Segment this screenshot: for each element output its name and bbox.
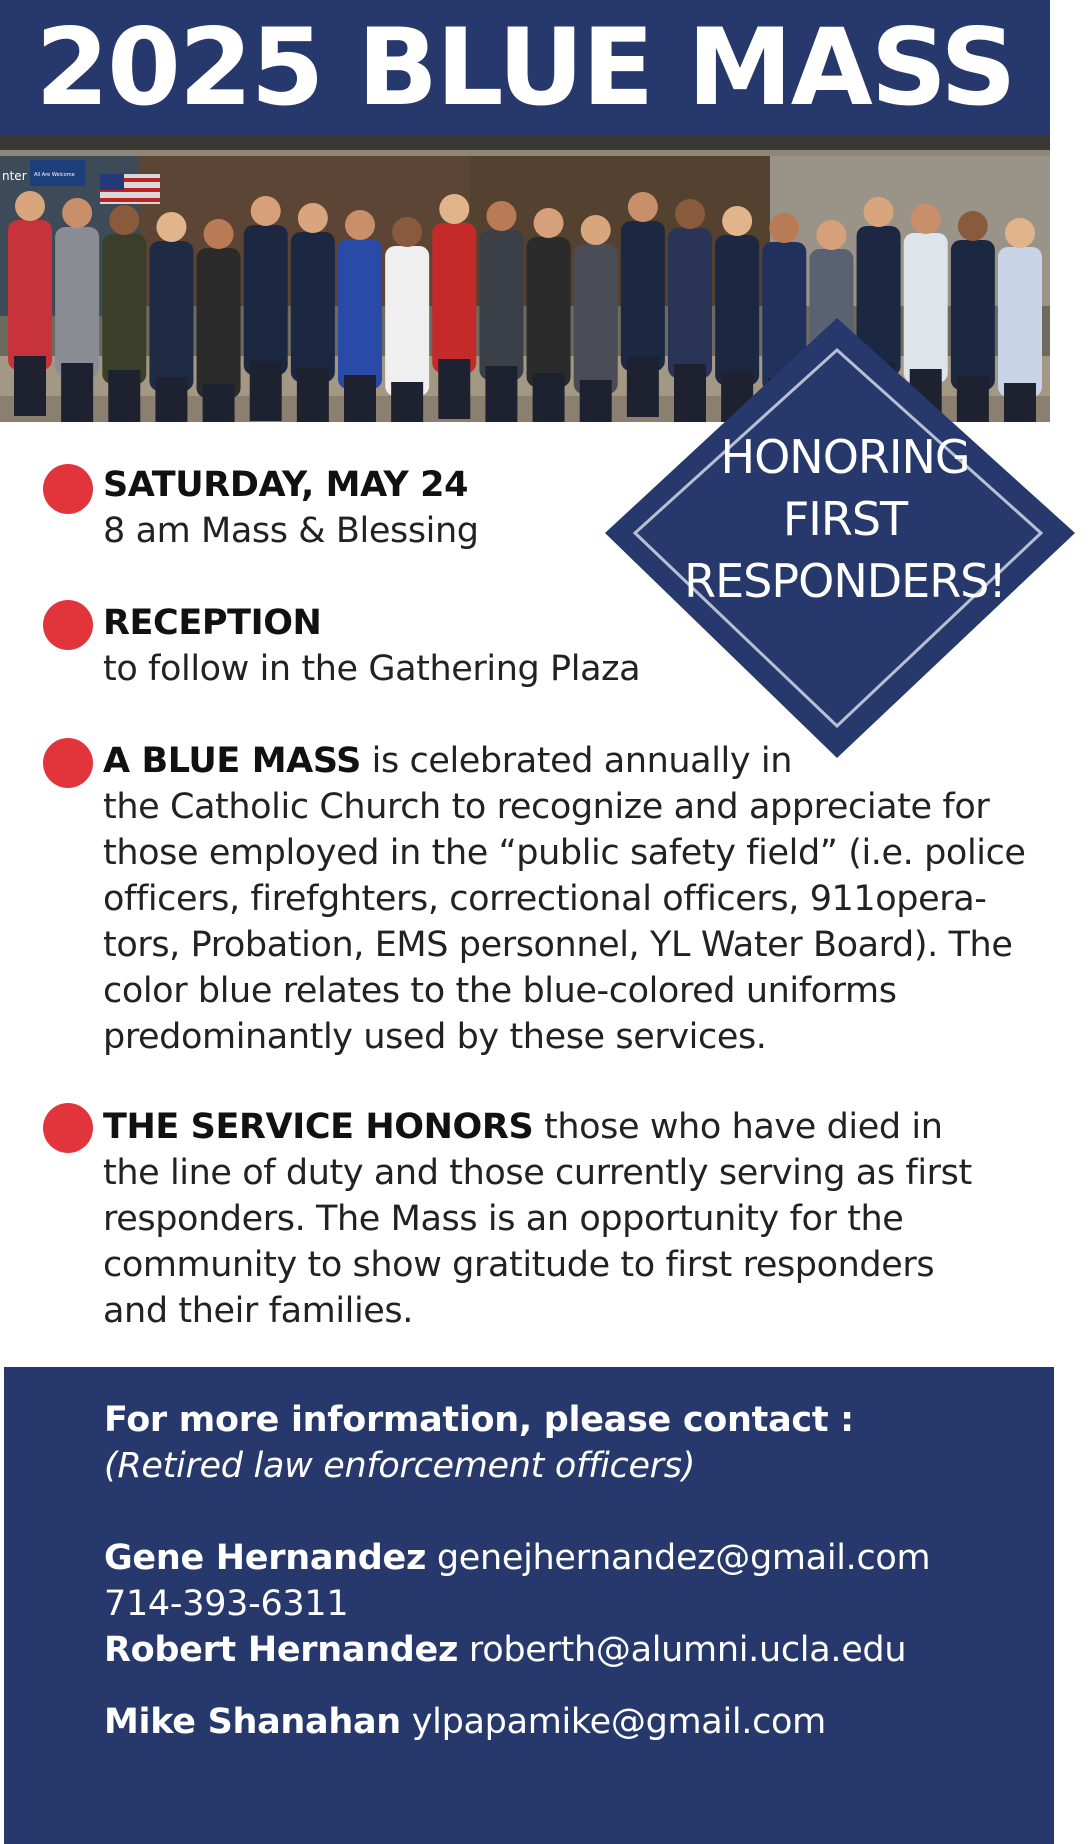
person-head bbox=[156, 212, 186, 242]
reception-block bbox=[103, 600, 640, 692]
honors-block bbox=[103, 1104, 972, 1334]
person-head bbox=[769, 213, 799, 243]
person-legs bbox=[438, 359, 470, 419]
about-line: those employed in the “public safety field” (i.e. police bbox=[103, 833, 1026, 873]
person-head bbox=[251, 196, 281, 226]
about-line: tors, Probation, EMS personnel, YL Water Board). The bbox=[103, 925, 1013, 965]
person-head bbox=[486, 201, 516, 231]
person-head bbox=[62, 198, 92, 228]
person-figure bbox=[385, 246, 429, 396]
contact-email[interactable]: ylpapamike@gmail.com bbox=[400, 1702, 826, 1742]
badge-line-1: HONORING bbox=[720, 430, 970, 484]
honors-line: community to show gratitude to first responders bbox=[103, 1245, 935, 1285]
person-head bbox=[204, 219, 234, 249]
person-legs bbox=[155, 377, 187, 422]
badge-line-2: FIRST bbox=[782, 492, 908, 546]
contact-section bbox=[4, 1367, 1054, 1844]
contact-name: Mike Shanahan bbox=[104, 1702, 401, 1742]
person-figure bbox=[432, 223, 476, 373]
event-time: 8 am Mass & Blessing bbox=[103, 511, 479, 551]
contact-heading: For more information, please contact : bbox=[104, 1400, 854, 1440]
person-head bbox=[345, 210, 375, 240]
person-legs bbox=[14, 356, 46, 416]
title-banner bbox=[0, 0, 1050, 136]
about-line: color blue relates to the blue-colored uniforms bbox=[103, 971, 897, 1011]
person-figure bbox=[102, 234, 146, 384]
person-figure bbox=[149, 241, 193, 391]
person-head bbox=[15, 191, 45, 221]
person-head bbox=[298, 203, 328, 233]
honors-line: responders. The Mass is an opportunity for the bbox=[103, 1199, 904, 1239]
contact-subheading: (Retired law enforcement officers) bbox=[104, 1446, 696, 1486]
person-head bbox=[816, 220, 846, 250]
event-date: SATURDAY, MAY 24 bbox=[103, 465, 469, 505]
honors-line-1: those who have died in bbox=[533, 1107, 943, 1147]
bullet-dot bbox=[43, 600, 93, 650]
person-head bbox=[392, 217, 422, 247]
about-line: predominantly used by these services. bbox=[103, 1017, 767, 1057]
page-title: 2025 BLUE MASS bbox=[35, 6, 1015, 129]
person-figure bbox=[527, 237, 571, 387]
person-head bbox=[958, 211, 988, 241]
person-legs bbox=[108, 370, 140, 422]
honors-line: the line of duty and those currently serving as first bbox=[103, 1153, 972, 1193]
person-figure bbox=[8, 220, 52, 370]
person-figure bbox=[479, 230, 523, 380]
person-head bbox=[911, 204, 941, 234]
person-legs bbox=[485, 366, 517, 422]
person-legs bbox=[391, 382, 423, 422]
person-legs bbox=[533, 373, 565, 422]
contact-name: Gene Hernandez bbox=[104, 1538, 427, 1578]
badge-text bbox=[645, 426, 1045, 612]
person-head bbox=[628, 192, 658, 222]
honors-lead: THE SERVICE HONORS bbox=[103, 1107, 534, 1147]
sign-text: nter bbox=[2, 169, 27, 183]
person-figure bbox=[338, 239, 382, 389]
contact-gene bbox=[104, 1535, 930, 1581]
honoring-badge bbox=[605, 318, 1085, 768]
contact-robert bbox=[104, 1627, 906, 1673]
bullet-dot bbox=[43, 464, 93, 514]
person-legs bbox=[203, 384, 235, 422]
contact-mike bbox=[104, 1699, 826, 1745]
person-head bbox=[534, 208, 564, 238]
contact-email[interactable]: roberth@alumni.ucla.edu bbox=[458, 1630, 907, 1670]
about-line-1: is celebrated annually in bbox=[360, 741, 793, 781]
reception-detail: to follow in the Gathering Plaza bbox=[103, 649, 641, 689]
person-head bbox=[439, 194, 469, 224]
contact-email[interactable]: genejhernandez@gmail.com bbox=[426, 1538, 931, 1578]
about-line: officers, firefghters, correctional officers, 911opera- bbox=[103, 879, 987, 919]
person-head bbox=[581, 215, 611, 245]
about-block bbox=[103, 738, 1026, 1060]
about-line: the Catholic Church to recognize and appreciate for bbox=[103, 787, 990, 827]
person-figure bbox=[55, 227, 99, 377]
bullet-dot bbox=[43, 1103, 93, 1153]
sign-small-text: All Are Welcome bbox=[34, 172, 75, 178]
honors-line: and their families. bbox=[103, 1291, 413, 1331]
person-head bbox=[109, 205, 139, 235]
bullet-dot bbox=[43, 738, 93, 788]
about-lead: A BLUE MASS bbox=[103, 741, 361, 781]
person-figure bbox=[244, 225, 288, 375]
reception-heading: RECEPTION bbox=[103, 603, 322, 643]
person-head bbox=[1005, 218, 1035, 248]
schedule-block bbox=[103, 462, 479, 554]
badge-line-3: RESPONDERS! bbox=[684, 554, 1006, 608]
person-head bbox=[864, 197, 894, 227]
person-figure bbox=[197, 248, 241, 398]
contact-name: Robert Hernandez bbox=[104, 1630, 459, 1670]
person-head bbox=[675, 199, 705, 229]
person-figure bbox=[291, 232, 335, 382]
person-legs bbox=[297, 368, 329, 422]
contact-phone[interactable]: 714-393-6311 bbox=[104, 1584, 349, 1624]
person-legs bbox=[250, 361, 282, 421]
person-legs bbox=[344, 375, 376, 422]
person-legs bbox=[61, 363, 93, 422]
person-head bbox=[722, 206, 752, 236]
